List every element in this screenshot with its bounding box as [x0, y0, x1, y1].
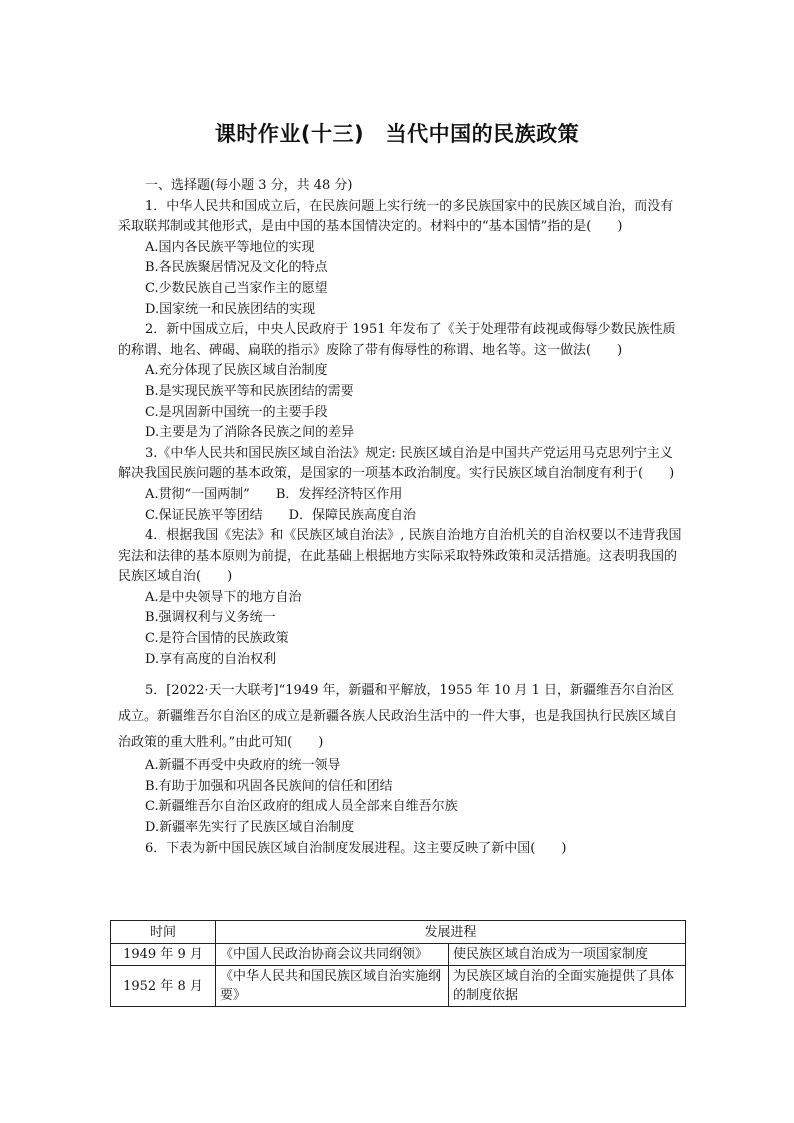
table-cell-effect: 使民族区域自治成为一项国家制度: [449, 944, 686, 966]
question-3-stem: 3.《中华人民共和国民族区域自治法》规定: 民族区域自治是中国共产党运用马克思列宁主义解决我国民族问题的基本政策，是国家的一项基本政治制度。实行民族区域自治制度有利于( ): [118, 445, 675, 482]
table-cell-document: 《中国人民政治协商会议共同纲领》: [216, 944, 449, 966]
table-header-progress: 发展进程: [216, 921, 686, 944]
question-4-option-c: C.是符合国情的民族政策: [145, 631, 289, 647]
question-2-option-d: D.主要是为了消除各民族之间的差异: [145, 425, 355, 441]
question-4-option-b: B.强调权利与义务统一: [145, 610, 276, 626]
question-1-option-c: C.少数民族自己当家作主的愿望: [145, 280, 328, 296]
question-6-stem: 6．下表为新中国民族区域自治制度发展进程。这主要反映了新中国( ): [145, 840, 567, 856]
question-5-option-b: B.有助于加强和巩固各民族间的信任和团结: [145, 778, 393, 794]
question-2-option-b: B.是实现民族平等和民族团结的需要: [145, 383, 354, 399]
question-2-option-a: A.充分体现了民族区域自治制度: [145, 363, 328, 379]
section-heading: 一、选择题(每小题 3 分，共 48 分): [145, 178, 353, 193]
question-5-option-c: C.新疆维吾尔自治区政府的组成人员全部来自维吾尔族: [145, 799, 458, 815]
question-3-options-cd: C.保证民族平等团结 D．保障民族高度自治: [145, 507, 417, 523]
table-cell-time: 1949 年 9 月: [111, 944, 216, 966]
question-4-option-d: D.享有高度的自治权利: [145, 651, 277, 667]
question-5-option-d: D.新疆率先实行了民族区域自治制度: [145, 820, 355, 836]
spacer: [118, 670, 684, 678]
question-1-option-b: B.各民族聚居情况及文化的特点: [145, 260, 328, 276]
question-list: [118, 176, 684, 859]
table-cell-document: 《中华人民共和国民族区域自治实施纲要》: [216, 966, 449, 1007]
question-2-stem: 2．新中国成立后，中央人民政府于 1951 年发布了《关于处理带有歧视或侮辱少数民族性质的称谓、地名、碑碣、扁联的指示》废除了带有侮辱性的称谓、地名等。这一做法( ): [118, 322, 676, 358]
question-5-option-a: A.新疆不再受中央政府的统一领导: [145, 758, 341, 774]
question-4-option-a: A.是中央领导下的地方自治: [145, 589, 302, 605]
question-5-stem: 5．[2022·天一大联考]“1949 年，新疆和平解放，1955 年 10 月 1 日，新疆维吾尔自治区成立。新疆维吾尔自治区的成立是新疆各族人民政治生活中的一件大事，也是我国执行民族区域自治政策的重大胜利。”由此可知( ): [118, 683, 678, 751]
page-title: 课时作业(十三) 当代中国的民族政策: [214, 122, 580, 146]
development-table: [110, 920, 686, 1007]
table-row: [111, 944, 686, 966]
question-4-stem: 4．根据我国《宪法》和《民族区域自治法》, 民族自治地方自治机关的自治权要以不违背我国宪法和法律的基本原则为前提，在此基础上根据地方实际采取特殊政策和灵活措施。这表明我国的民族区域自治( ): [118, 528, 682, 585]
question-2-option-c: C.是巩固新中国统一的主要手段: [145, 404, 328, 420]
table-cell-time: 1952 年 8 月: [111, 966, 216, 1007]
question-3-options-ab: A.贯彻“一国两制” B．发挥经济特区作用: [145, 486, 403, 502]
table-header-row: [111, 921, 686, 944]
question-1-option-a: A.国内各民族平等地位的实现: [145, 239, 315, 255]
table-row: [111, 966, 686, 1007]
question-1-option-d: D.国家统一和民族团结的实现: [145, 301, 316, 317]
table-header-time: 时间: [111, 921, 216, 944]
question-1-stem: 1．中华人民共和国成立后，在民族问题上实行统一的多民族国家中的民族区域自治，而没有采取联邦制或其他形式，是由中国的基本国情决定的。材料中的“基本国情”指的是( ): [118, 198, 674, 235]
table-cell-effect: 为民族区域自治的全面实施提供了具体的制度依据: [449, 966, 686, 1007]
